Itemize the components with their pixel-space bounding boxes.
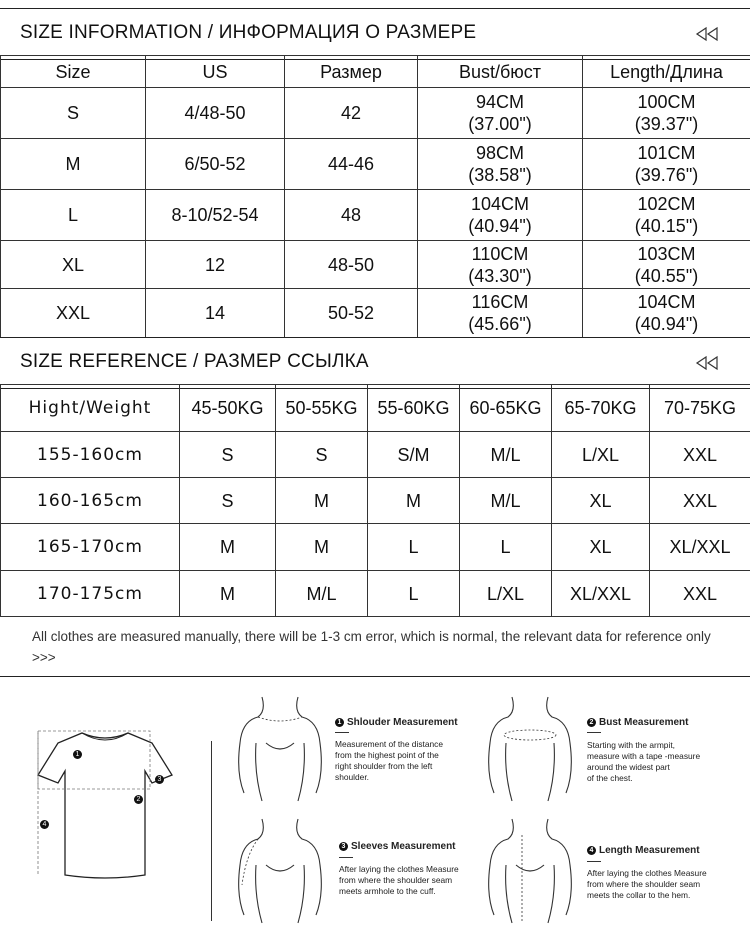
col-header-weight: 45-50KG <box>180 385 276 432</box>
shoulder-measure-desc <box>335 739 465 783</box>
cell-us: 14 <box>146 289 285 338</box>
cell-ru: 48 <box>285 190 418 241</box>
length-in: (40.94") <box>634 314 699 334</box>
bust-in: (38.58") <box>468 165 532 185</box>
cell-size: M/L <box>276 571 368 617</box>
col-header-height-weight: Hight/Weight <box>1 385 180 432</box>
body-figure-icon <box>482 815 578 927</box>
length-cm: 103CM <box>637 243 696 264</box>
table-row <box>1 241 750 289</box>
table-row <box>1 478 750 524</box>
size-ref-table <box>0 384 750 617</box>
cell-us: 8-10/52-54 <box>146 190 285 241</box>
size-ref-header-row <box>1 385 750 432</box>
cell-length <box>583 139 750 190</box>
cell-us: 12 <box>146 241 285 289</box>
body-figure-icon <box>482 693 578 805</box>
cell-size: S <box>180 478 276 524</box>
cell-ru: 42 <box>285 88 418 139</box>
cell-size: XXL <box>650 478 750 524</box>
marker-2: 2 <box>134 795 143 804</box>
desc-line: meets armhole to the cuff. <box>339 886 436 896</box>
col-header-weight: 60-65KG <box>460 385 552 432</box>
length-cm: 101CM <box>637 143 696 163</box>
cell-size: XL/XXL <box>650 524 750 571</box>
bust-cm: 98CM <box>475 143 524 163</box>
num-badge: 4 <box>587 846 596 855</box>
cell-size: S/M <box>368 432 460 478</box>
divider <box>211 741 212 921</box>
cell-height: 170-175cm <box>1 571 180 617</box>
sleeves-measure-title <box>339 841 456 852</box>
cell-size: M <box>276 524 368 571</box>
shirt-marker <box>40 814 52 832</box>
col-header-ru: Размер <box>285 56 418 88</box>
bust-in: (40.94") <box>468 216 532 236</box>
table-row <box>1 88 750 139</box>
shirt-marker <box>155 769 167 787</box>
length-measure-title <box>587 845 700 856</box>
desc-line: of the chest. <box>587 773 633 783</box>
cell-height: 155-160cm <box>1 432 180 478</box>
length-in: (40.15") <box>634 216 699 236</box>
cell-size: M/L <box>460 478 552 524</box>
col-header-bust: Bust/бюст <box>418 56 583 88</box>
cell-height: 160-165cm <box>1 478 180 524</box>
length-in: (39.37") <box>634 114 699 134</box>
bust-cm: 110CM <box>471 243 529 264</box>
cell-size: L/XL <box>460 571 552 617</box>
bust-cm: 94CM <box>475 92 524 112</box>
cell-height: 165-170cm <box>1 524 180 571</box>
underline <box>587 732 601 733</box>
body-figure-icon <box>232 693 328 805</box>
cell-size: XL/XXL <box>552 571 650 617</box>
table-row <box>1 524 750 571</box>
table-row <box>1 190 750 241</box>
cell-size: M <box>1 139 146 190</box>
bust-in: (37.00") <box>468 114 532 134</box>
rewind-icon <box>694 355 720 371</box>
shirt-marker <box>134 789 146 807</box>
size-ref-header <box>0 337 750 389</box>
desc-line: around the widest part <box>587 762 670 772</box>
col-header-length: Length/Длина <box>583 56 750 88</box>
cell-size: M <box>180 571 276 617</box>
table-row <box>1 289 750 338</box>
body-figure-icon <box>232 815 328 927</box>
length-in: (39.76") <box>634 165 699 185</box>
cell-length <box>583 289 750 338</box>
underline <box>587 861 601 862</box>
desc-line: Measurement of the distance <box>335 739 444 749</box>
col-header-us: US <box>146 56 285 88</box>
col-header-weight: 70-75KG <box>650 385 750 432</box>
cell-size: L <box>460 524 552 571</box>
cell-bust <box>418 190 583 241</box>
table-row <box>1 432 750 478</box>
cell-length <box>583 88 750 139</box>
size-info-header-row <box>1 56 750 88</box>
desc-line: from the highest point of the <box>335 750 439 760</box>
cell-size: M <box>276 478 368 524</box>
bust-measure-title <box>587 717 688 728</box>
length-in: (40.55") <box>634 265 699 286</box>
cell-size: XL <box>552 478 650 524</box>
bust-in: (43.30") <box>468 265 532 286</box>
marker-4: 4 <box>40 820 49 829</box>
length-cm: 100CM <box>637 92 696 112</box>
shirt-marker <box>73 744 85 762</box>
desc-line: Starting with the armpit, <box>587 740 675 750</box>
cell-size: L <box>368 524 460 571</box>
length-cm: 104CM <box>637 292 696 312</box>
cell-size: XXL <box>1 289 146 338</box>
rewind-icon <box>694 26 720 42</box>
desc-line: shoulder. <box>335 772 369 782</box>
cell-size: S <box>180 432 276 478</box>
cell-size: XL <box>1 241 146 289</box>
title-text: Length Measurement <box>599 845 700 856</box>
desc-line: from where the shoulder seam <box>339 875 453 885</box>
col-header-weight: 65-70KG <box>552 385 650 432</box>
sleeves-measure-desc <box>339 864 469 897</box>
measurement-note: All clothes are measured manually, there will be 1-3 cm error, which is normal, the relevant data for reference only >>> <box>0 616 750 677</box>
cell-bust <box>418 139 583 190</box>
measurement-diagram <box>0 677 750 943</box>
title-text: Shlouder Measurement <box>347 717 458 728</box>
table-row <box>1 139 750 190</box>
cell-size: L/XL <box>552 432 650 478</box>
cell-size: XXL <box>650 432 750 478</box>
bust-in: (45.66") <box>468 314 532 334</box>
col-header-weight: 55-60KG <box>368 385 460 432</box>
cell-size: XXL <box>650 571 750 617</box>
table-row <box>1 571 750 617</box>
col-header-weight: 50-55KG <box>276 385 368 432</box>
bust-cm: 104CM <box>470 194 530 214</box>
underline <box>335 732 349 733</box>
cell-bust <box>418 241 583 289</box>
cell-size: M/L <box>460 432 552 478</box>
bust-cm: 116CM <box>471 292 529 312</box>
num-badge: 3 <box>339 842 348 851</box>
cell-size: L <box>368 571 460 617</box>
cell-length <box>583 190 750 241</box>
desc-line: After laying the clothes Measure <box>339 864 459 874</box>
marker-1: 1 <box>73 750 82 759</box>
cell-size: S <box>1 88 146 139</box>
cell-bust <box>418 88 583 139</box>
cell-bust <box>418 289 583 338</box>
cell-size: S <box>276 432 368 478</box>
title-text: Sleeves Measurement <box>351 841 456 852</box>
cell-ru: 44-46 <box>285 139 418 190</box>
tshirt-icon <box>30 725 180 885</box>
length-cm: 102CM <box>637 194 696 214</box>
cell-us: 6/50-52 <box>146 139 285 190</box>
size-info-title: SIZE INFORMATION / ИНФОРМАЦИЯ О РАЗМЕРЕ <box>20 22 477 43</box>
size-info-table <box>0 55 750 338</box>
size-ref-title: SIZE REFERENCE / РАЗМЕР ССЫЛКА <box>20 351 369 372</box>
desc-line: right shoulder from the left <box>335 761 433 771</box>
desc-line: measure with a tape -measure <box>587 751 701 761</box>
desc-line: meets the collar to the hem. <box>587 890 691 900</box>
cell-size: M <box>368 478 460 524</box>
desc-line: After laying the clothes Measure <box>587 868 707 878</box>
marker-3: 3 <box>155 775 164 784</box>
num-badge: 2 <box>587 718 596 727</box>
bust-measure-desc <box>587 740 717 784</box>
cell-ru: 50-52 <box>285 289 418 338</box>
cell-us: 4/48-50 <box>146 88 285 139</box>
cell-size: XL <box>552 524 650 571</box>
num-badge: 1 <box>335 718 344 727</box>
length-measure-desc <box>587 868 717 901</box>
cell-size: M <box>180 524 276 571</box>
underline <box>339 857 353 858</box>
shoulder-measure-title <box>335 717 458 728</box>
size-info-header <box>0 8 750 60</box>
col-header-size: Size <box>1 56 146 88</box>
cell-length <box>583 241 750 289</box>
desc-line: from where the shoulder seam <box>587 879 701 889</box>
title-text: Bust Measurement <box>599 717 689 728</box>
cell-size: L <box>1 190 146 241</box>
cell-ru: 48-50 <box>285 241 418 289</box>
